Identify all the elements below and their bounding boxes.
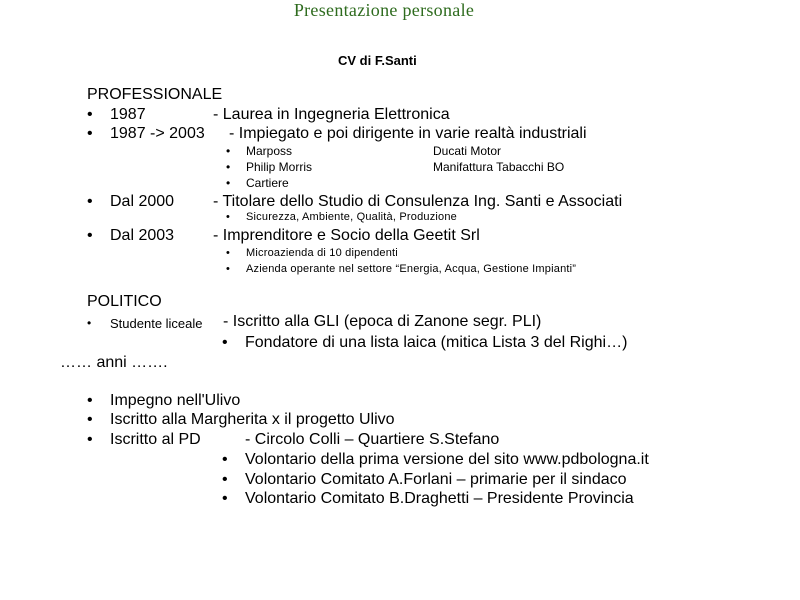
company-cartiere: Cartiere bbox=[246, 176, 289, 190]
company-manifattura: Manifattura Tabacchi BO bbox=[433, 160, 565, 174]
bullet: • bbox=[222, 451, 228, 468]
years-gap: …… anni ……. bbox=[60, 354, 168, 371]
sub-bullet: • bbox=[226, 160, 231, 174]
pd-sub2: Volontario Comitato A.Forlani – primarie per il sindaco bbox=[245, 471, 627, 488]
bullet: • bbox=[222, 471, 228, 488]
item1-year: 1987 bbox=[110, 106, 146, 123]
item4-sub1: Microazienda di 10 dipendenti bbox=[246, 247, 398, 259]
sub-bullet: • bbox=[226, 211, 231, 223]
pd-label: Iscritto al PD bbox=[110, 431, 201, 448]
bullet: • bbox=[87, 392, 93, 409]
section-politico-heading: POLITICO bbox=[87, 293, 162, 310]
company-ducati: Ducati Motor bbox=[433, 144, 502, 158]
item1-text: - Laurea in Ingegneria Elettronica bbox=[213, 106, 450, 123]
item4-text: - Imprenditore e Socio della Geetit Srl bbox=[213, 227, 480, 244]
item3-year: Dal 2000 bbox=[110, 193, 175, 210]
item2-text: - Impiegato e poi dirigente in varie realtà industriali bbox=[229, 125, 587, 142]
student-text: - Iscritto alla GLI (epoca di Zanone segr. PLI) bbox=[223, 313, 542, 330]
sub-bullet: • bbox=[226, 176, 231, 190]
bullet: • bbox=[87, 316, 92, 330]
bullet: • bbox=[222, 490, 228, 507]
bullet: • bbox=[87, 125, 93, 142]
bullet: • bbox=[87, 106, 93, 123]
sub-bullet: • bbox=[226, 247, 231, 259]
cv-title: CV di F.Santi bbox=[338, 53, 417, 68]
bullet: • bbox=[222, 334, 228, 351]
ulivo-text: Impegno nell'Ulivo bbox=[110, 392, 241, 409]
company-philip-morris: Philip Morris bbox=[246, 160, 313, 174]
pd-sub1: Volontario della prima versione del sito www.pdbologna.it bbox=[245, 451, 649, 468]
item4-sub2: Azienda operante nel settore “Energia, Acqua, Gestione Impianti” bbox=[246, 263, 577, 275]
student-label: Studente liceale bbox=[110, 316, 203, 331]
section-professionale-heading: PROFESSIONALE bbox=[87, 86, 223, 103]
item2-year: 1987 -> 2003 bbox=[110, 125, 205, 142]
pd-sub3: Volontario Comitato B.Draghetti – Presidente Provincia bbox=[245, 490, 634, 507]
pd-text: - Circolo Colli – Quartiere S.Stefano bbox=[245, 431, 500, 448]
item3-sub: Sicurezza, Ambiente, Qualità, Produzione bbox=[246, 211, 458, 223]
founder-text: Fondatore di una lista laica (mitica Lista 3 del Righi…) bbox=[245, 334, 628, 351]
sub-bullet: • bbox=[226, 263, 231, 275]
bullet: • bbox=[87, 431, 93, 448]
item3-text: - Titolare dello Studio di Consulenza Ing. Santi e Associati bbox=[213, 193, 623, 210]
bullet: • bbox=[87, 411, 93, 428]
item4-year: Dal 2003 bbox=[110, 227, 175, 244]
sub-bullet: • bbox=[226, 144, 231, 158]
company-marposs: Marposs bbox=[246, 144, 293, 158]
margherita-text: Iscritto alla Margherita x il progetto Ulivo bbox=[110, 411, 395, 428]
bullet: • bbox=[87, 193, 93, 210]
slide-title: Presentazione personale bbox=[293, 0, 475, 20]
bullet: • bbox=[87, 227, 93, 244]
